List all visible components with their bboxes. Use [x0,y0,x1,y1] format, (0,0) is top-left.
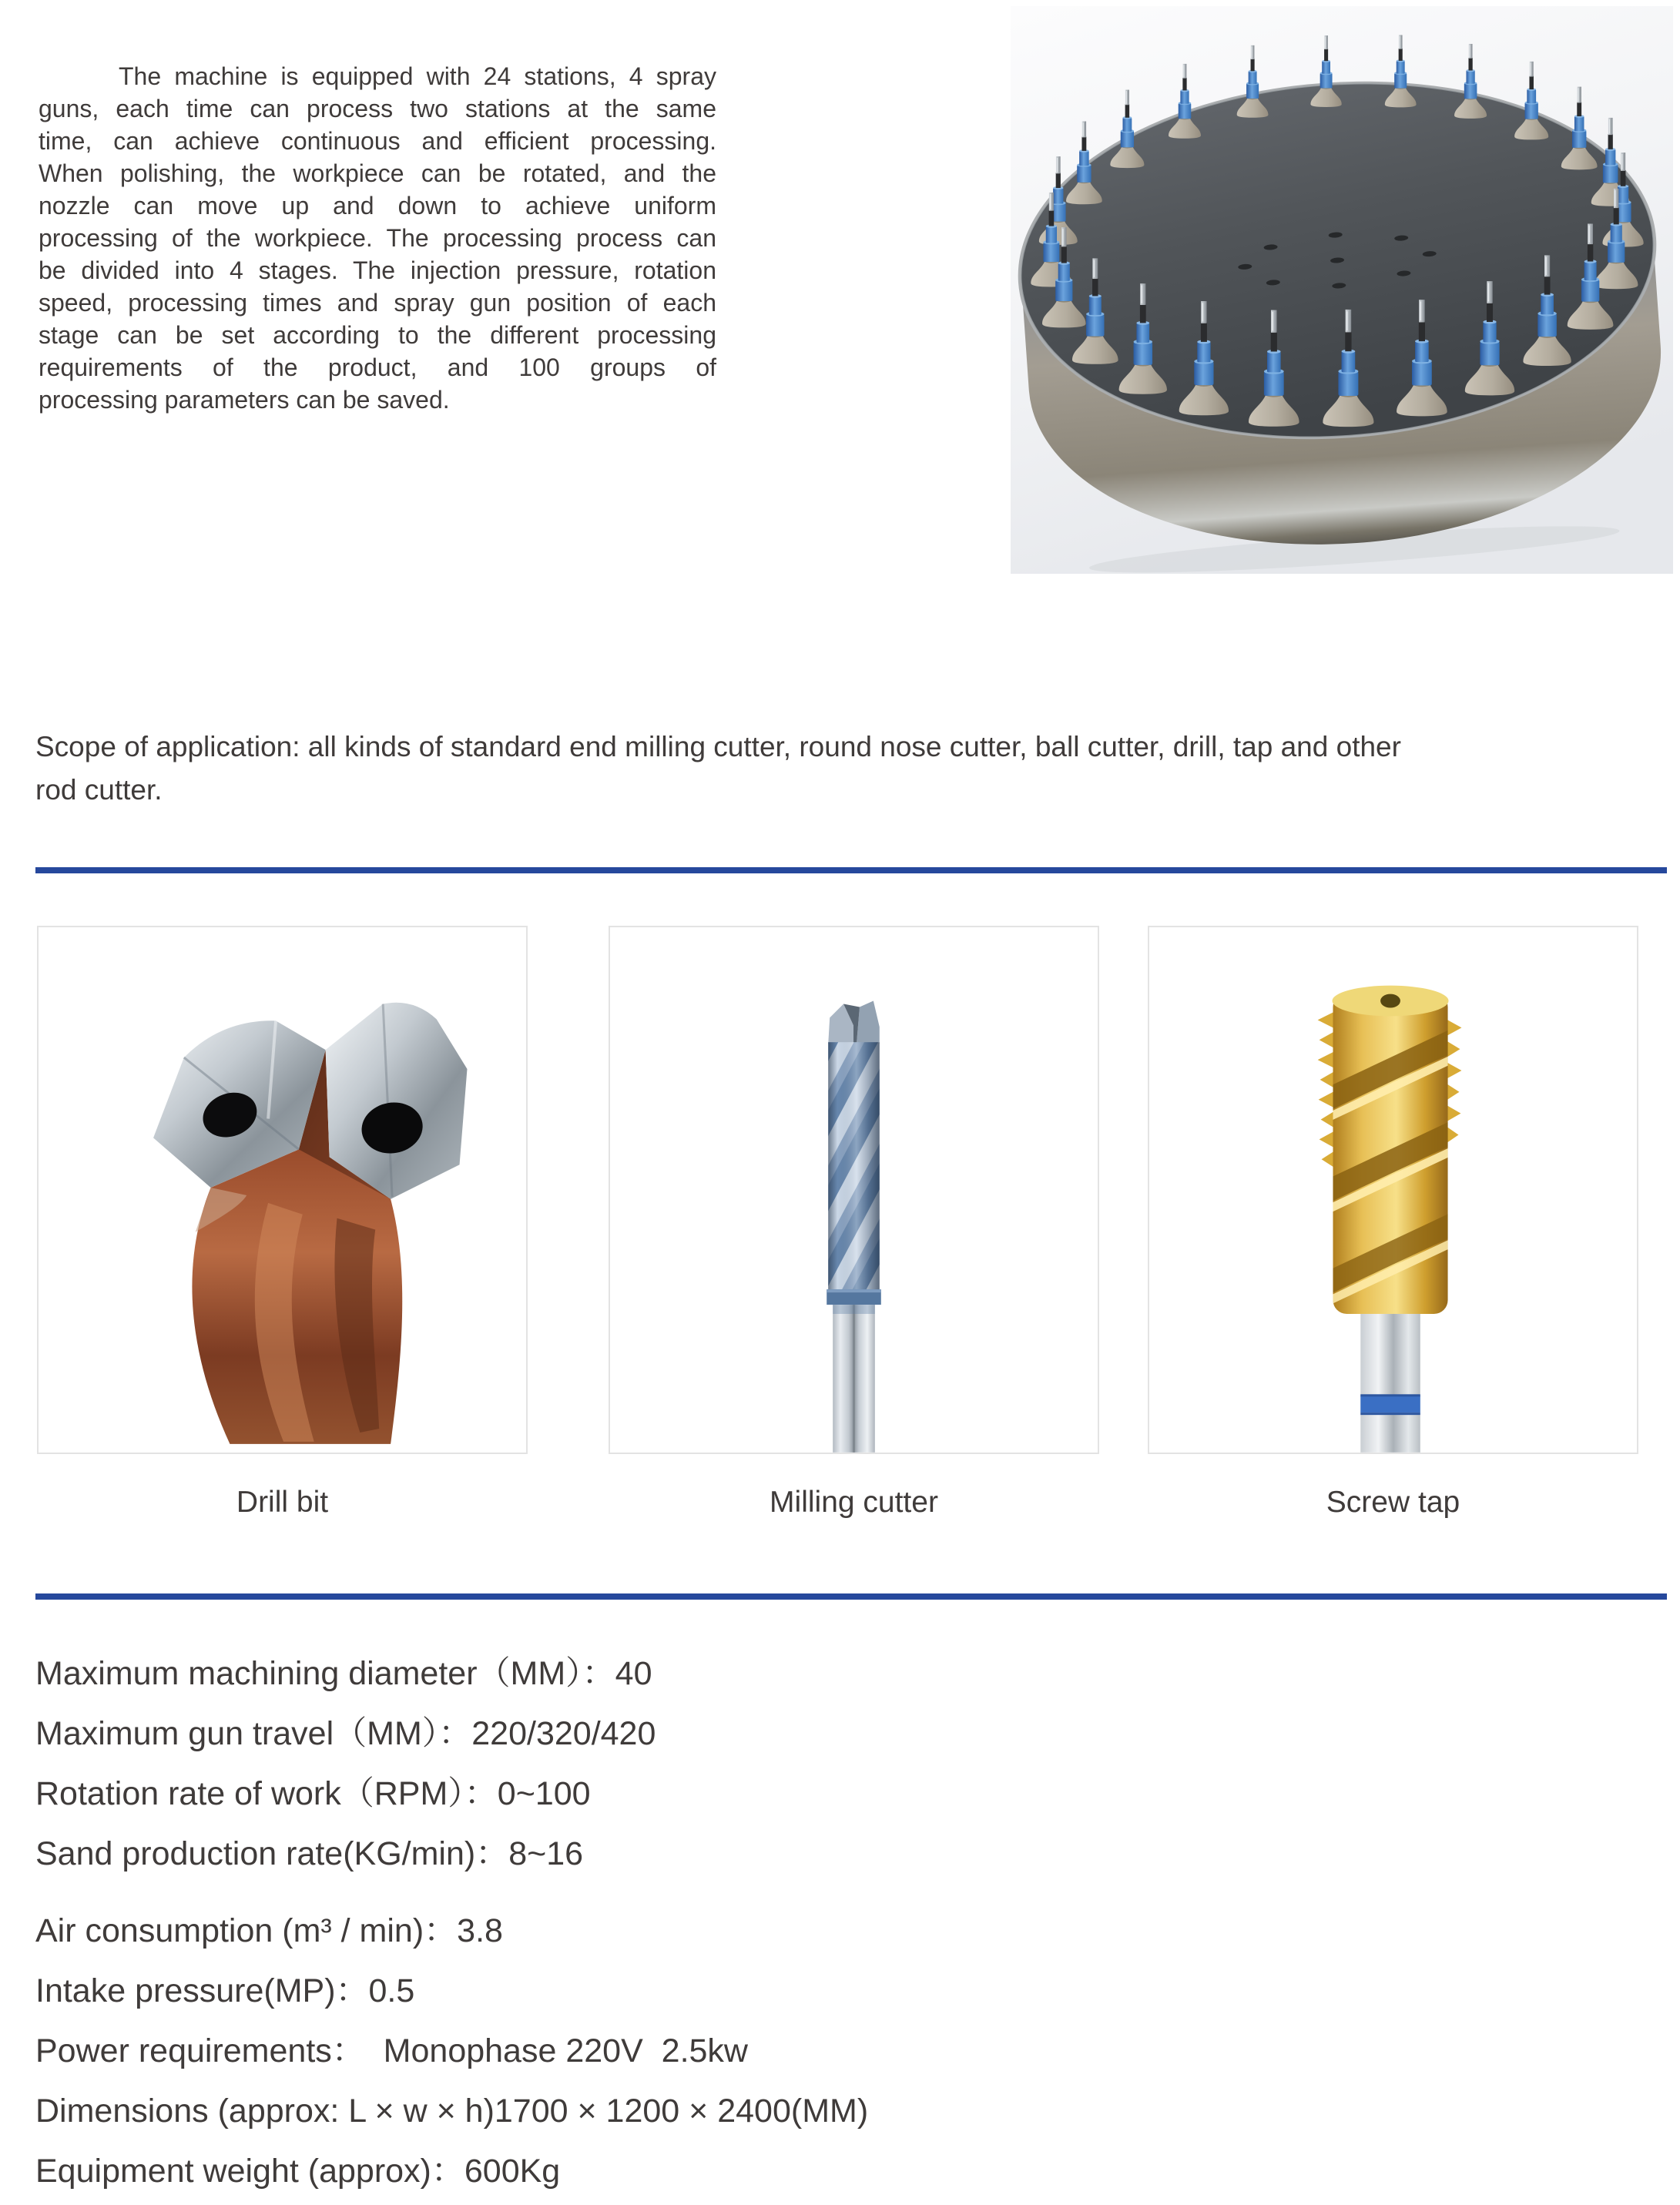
intro-line: guns, each time can process two stations at the same [39,95,716,122]
spec-line-intake-pressure: Intake pressure(MP)：0.5 [35,1972,415,2009]
intro-line: When polishing, the workpiece can be rotated, and the [39,159,716,187]
scope-line: Scope of application: all kinds of standard end milling cutter, round nose cutter, ball cutter, drill, tap and other [35,731,1401,762]
drill-bit-photo [39,927,526,1453]
product-label-milling-cutter: Milling cutter [770,1486,938,1519]
screw-tap-photo [1149,927,1637,1453]
spec-line-max-machining-diameter: Maximum machining diameter（MM）：40 [35,1655,652,1692]
intro-line: time, can achieve continuous and efficient processing. [39,127,716,155]
product-card-drill-bit [37,926,528,1454]
intro-line: nozzle can move up and down to achieve uniform [39,192,716,219]
rotary-table-render [1011,6,1673,574]
tap-shank [1360,1314,1420,1453]
divider-rule-bottom [35,1593,1667,1600]
intro-line: requirements of the product, and 100 groups of [39,354,716,381]
divider-rule-top [35,867,1667,873]
product-label-drill-bit: Drill bit [236,1486,329,1519]
intro-line: stage can be set according to the different processing [39,321,716,349]
product-card-milling-cutter [609,926,1099,1454]
spec-line-dimensions: Dimensions (approx: L × w × h)1700 × 1200 × 2400(MM) [35,2093,869,2130]
spec-line-power-requirements: Power requirements： Monophase 220V 2.5kw [35,2032,748,2069]
intro-line: speed, processing times and spray gun position of each [39,289,716,317]
intro-line: processing of the workpiece. The processing process can [39,224,716,252]
intro-line: The machine is equipped with 24 stations, 4 spray [119,62,716,90]
spec-line-rotation-rate: Rotation rate of work（RPM）：0~100 [35,1775,591,1812]
product-label-screw-tap: Screw tap [1326,1486,1460,1519]
product-card-screw-tap [1148,926,1638,1454]
intro-paragraph [39,60,716,416]
tap-blue-ring [1360,1396,1420,1412]
intro-line: be divided into 4 stages. The injection pressure, rotation [39,256,716,284]
scope-line: rod cutter. [35,774,163,806]
spec-line-max-gun-travel: Maximum gun travel（MM）：220/320/420 [35,1715,656,1752]
intro-line: processing parameters can be saved. [39,386,450,414]
machine-figure [1011,6,1673,574]
spec-line-equipment-weight: Equipment weight (approx)：600Kg [35,2153,561,2190]
tap-center-hole [1380,994,1400,1008]
scope-text [35,726,1401,812]
spec-line-sand-production-rate: Sand production rate(KG/min)：8~16 [35,1835,584,1872]
spec-line-air-consumption: Air consumption (m³ / min)：3.8 [35,1912,503,1949]
specs-list [35,1644,868,2201]
milling-cutter-photo [610,927,1098,1453]
